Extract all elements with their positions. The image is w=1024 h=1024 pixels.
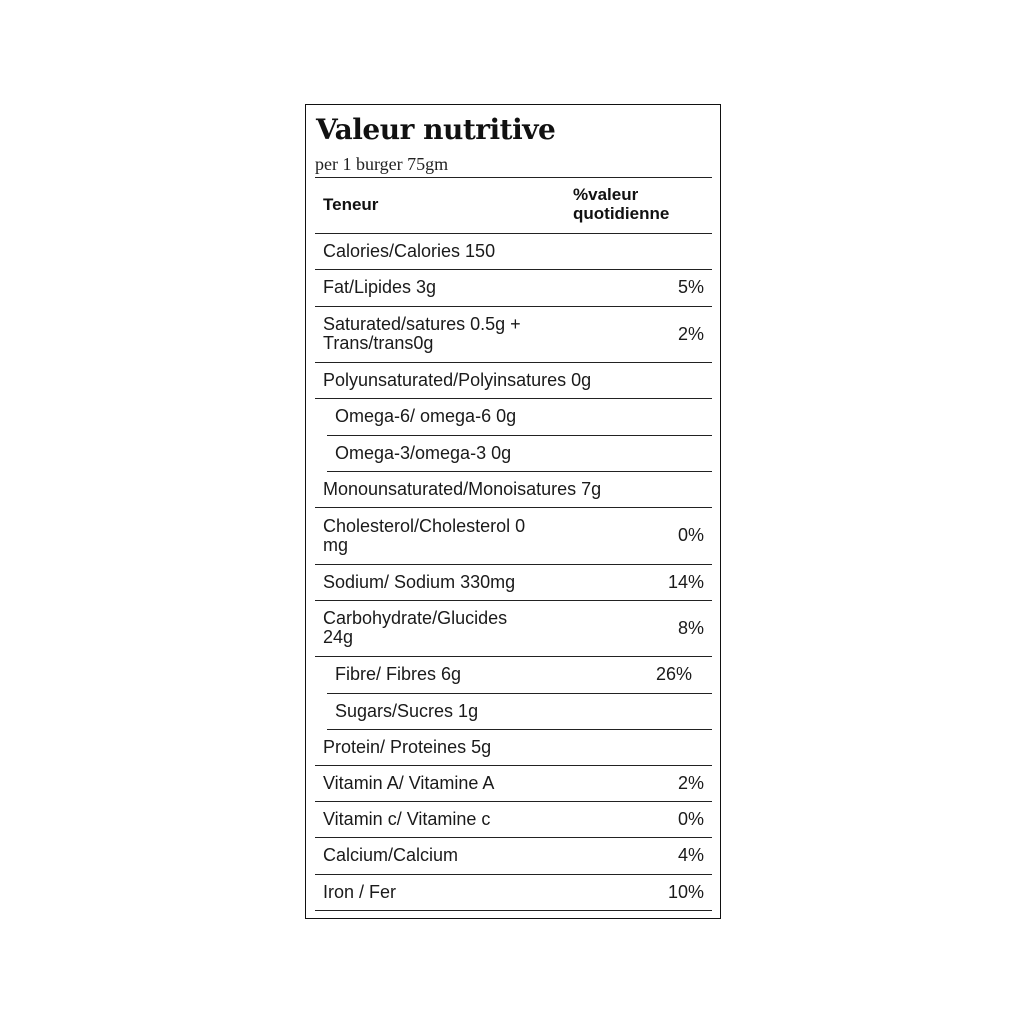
daily-value-percent: 2% — [677, 773, 704, 793]
nutrient-label: Carbohydrate/Glucides 24g — [323, 608, 508, 647]
serving-size: per 1 burger 75gm — [315, 154, 449, 174]
nutrient-row — [315, 306, 712, 362]
nutrient-label: Saturated/satures 0.5g + Trans/trans0g — [323, 314, 521, 353]
nutrient-label: Polyunsaturated/Polyinsatures 0g — [323, 370, 592, 390]
divider — [315, 177, 712, 178]
nutrient-label: Calories/Calories 150 — [323, 241, 496, 261]
nutrient-row — [315, 600, 712, 656]
label-title: Valeur nutritive — [316, 113, 556, 146]
amount-header: Teneur — [323, 195, 379, 214]
nutrient-label: Calcium/Calcium — [323, 845, 459, 865]
nutrient-row — [315, 765, 712, 801]
nutrient-label: Iron / Fer — [323, 882, 397, 902]
nutrient-label: Sodium/ Sodium 330mg — [323, 572, 516, 592]
daily-value-percent: 0% — [677, 525, 704, 545]
nutrient-row — [315, 435, 712, 471]
nutrient-label: Vitamin A/ Vitamine A — [323, 773, 495, 793]
nutrient-row — [315, 507, 712, 564]
daily-value-percent: 0% — [677, 809, 704, 829]
nutrient-label: Monounsaturated/Monoisatures 7g — [323, 479, 602, 499]
nutrient-label: Fibre/ Fibres 6g — [335, 664, 462, 684]
nutrient-row — [315, 471, 712, 507]
nutrient-label: Omega-3/omega-3 0g — [335, 443, 512, 463]
nutrient-row — [315, 564, 712, 600]
nutrient-row — [315, 656, 712, 693]
row-divider — [315, 910, 712, 911]
nutrient-row — [315, 398, 712, 435]
nutrient-row — [315, 874, 712, 910]
nutrient-row — [315, 837, 712, 874]
daily-value-percent: 8% — [677, 618, 704, 638]
nutrient-row — [315, 233, 712, 269]
daily-value-percent: 4% — [677, 845, 704, 865]
nutrient-row — [315, 269, 712, 306]
daily-value-percent: 2% — [677, 324, 704, 344]
daily-value-percent: 5% — [677, 277, 704, 297]
nutrient-label: Fat/Lipides 3g — [323, 277, 437, 297]
daily-value-percent: 10% — [667, 882, 704, 902]
nutrient-label: Protein/ Proteines 5g — [323, 737, 492, 757]
nutrient-label: Vitamin c/ Vitamine c — [323, 809, 491, 829]
nutrient-label: Sugars/Sucres 1g — [335, 701, 479, 721]
daily-value-percent: 26% — [655, 664, 692, 684]
daily-value-header: %valeur quotidienne — [573, 185, 670, 223]
nutrient-row — [315, 801, 712, 837]
daily-value-percent: 14% — [667, 572, 704, 592]
nutrient-row — [315, 729, 712, 765]
nutrient-label: Cholesterol/Cholesterol 0 mg — [323, 516, 526, 555]
nutrient-row — [315, 693, 712, 729]
nutrient-label: Omega-6/ omega-6 0g — [335, 406, 517, 426]
nutrient-row — [315, 362, 712, 398]
nutrition-facts-panel — [305, 104, 721, 919]
